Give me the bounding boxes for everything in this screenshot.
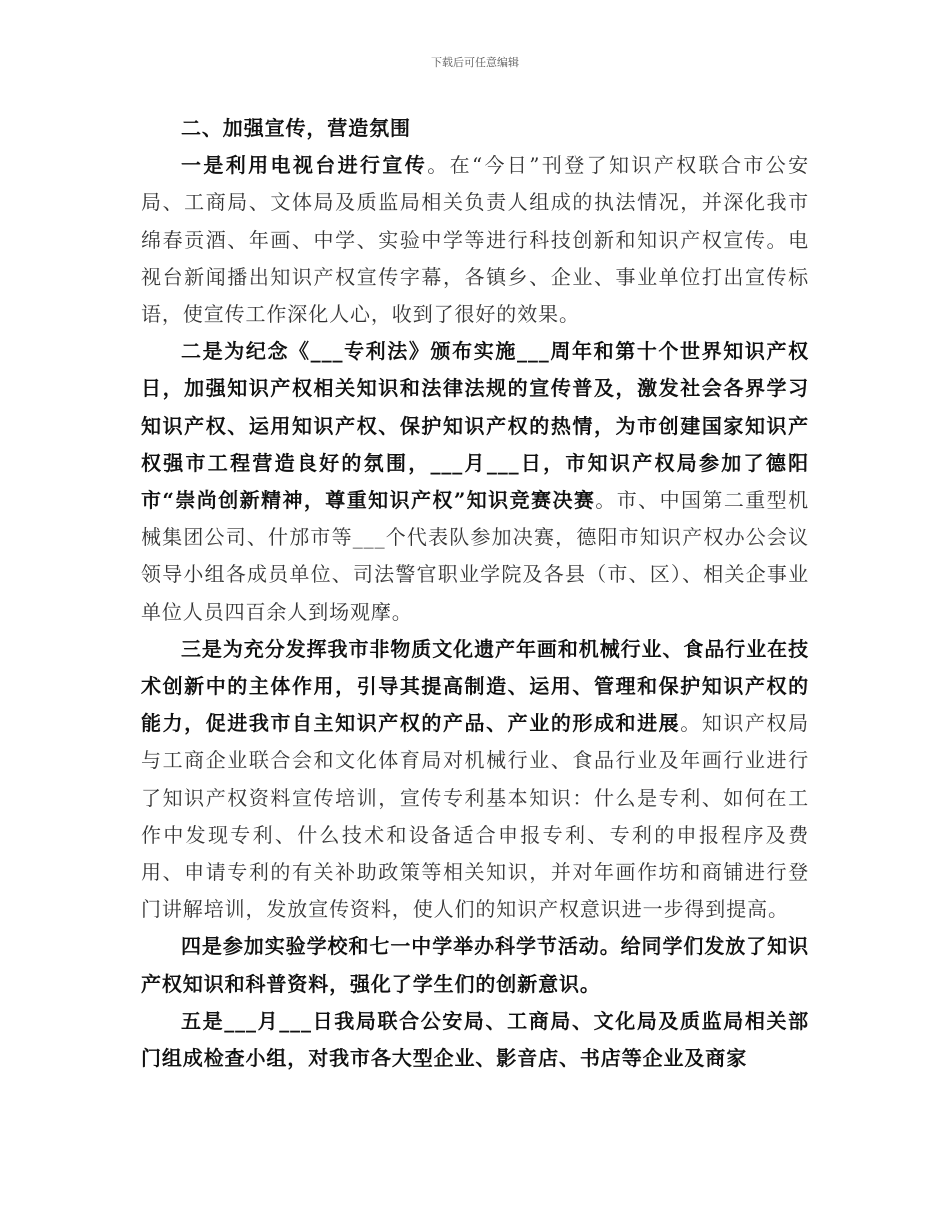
paragraph-3-body: 。知识产权局与工商企业联合会和文化体育局对机械行业、食品行业及年画行业进行了知识产权资料宣传培训，宣传专利基本知识：什么是专利、如何在工作中发现专利、什么技术和设备适合申报专利、专利的申报程序及费用、申请专利的有关补助政策等相关知识，并对年画作坊和商铺进行登门讲解培训，发放宣传资料，使人们的知识产权意识进一步得到提高。 xyxy=(141,711,809,922)
paragraph-1-lead: 一是利用电视台进行宣传 xyxy=(181,153,428,178)
paragraph-2-body: 。市、中国第二重型机械集团公司、什邡市等___个代表队参加决赛，德阳市知识产权办公会议领导小组各成员单位、司法警官职业学院及各县（市、区）、相关企事业单位人员四百余人到场观摩。 xyxy=(141,488,809,624)
paragraph-2-lead: 二是为纪念《___专利法》颁布实施___周年和第十个世界知识产权日，加强知识产权相关知识和法律法规的宣传普及，激发社会各界学习知识产权、运用知识产权、保护知识产权的热情，为市创建国家知识产权强市工程营造良好的氛围，___月___日，市知识产权局参加了德阳市“崇尚创新精神，尊重知识产权”知识竞赛决赛 xyxy=(141,339,809,513)
paragraph-2 xyxy=(141,333,809,631)
paragraph-1-body: 。在“今日”刊登了知识产权联合市公安局、工商局、文体局及质监局相关负责人组成的执法情况，并深化我市绵春贡酒、年画、中学、实验中学等进行科技创新和知识产权宣传。电视台新闻播出知识产权宣传字幕，各镇乡、企业、事业单位打出宣传标语，使宣传工作深化人心，收到了很好的效果。 xyxy=(141,153,809,327)
document-body xyxy=(141,110,809,1077)
section-title: 二、加强宣传，营造氛围 xyxy=(181,116,411,140)
page-header: 下载后可任意编辑 xyxy=(431,56,519,69)
paragraph-5 xyxy=(141,1003,809,1077)
paragraph-4-lead: 四是参加实验学校和七一中学举办科学节活动。给同学们发放了知识产权知识和科普资料，强化了学生们的创新意识。 xyxy=(141,934,809,996)
paragraph-3-lead: 三是为充分发挥我市非物质文化遗产年画和机械行业、食品行业在技术创新中的主体作用，引导其提高制造、运用、管理和保护知识产权的能力，促进我市自主知识产权的产品、产业的形成和进展 xyxy=(141,636,809,736)
paragraph-4 xyxy=(141,928,809,1002)
paragraph-1 xyxy=(141,147,809,333)
paragraph-5-lead: 五是___月___日我局联合公安局、工商局、文化局及质监局相关部门组成检查小组，对我市各大型企业、影音店、书店等企业及商家 xyxy=(141,1008,809,1071)
paragraph-3 xyxy=(141,631,809,929)
